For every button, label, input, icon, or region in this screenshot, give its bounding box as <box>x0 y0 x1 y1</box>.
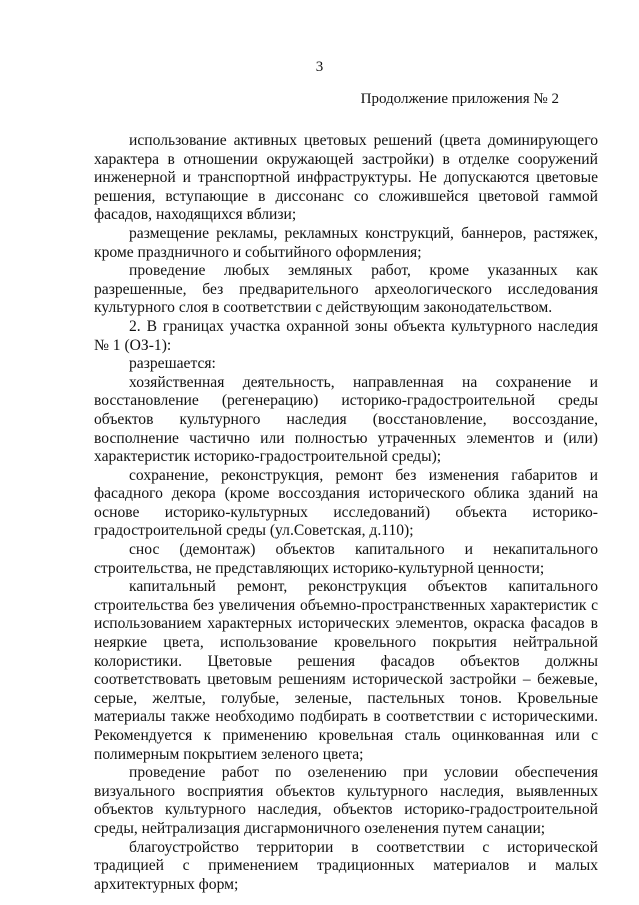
appendix-continuation-header: Продолжение приложения № 2 <box>360 91 559 107</box>
page-number: 3 <box>315 59 324 75</box>
paragraph-earthworks: проведение любых земляных работ, кроме указанных как разрешенные, без предварительного археологического исследования культурного слоя в соответствии с действующим законодательством. <box>94 262 598 317</box>
paragraph-territory-improvement: благоустройство территории в соответствии с исторической традицией с применением традиционных материалов и малых архитектурных форм; <box>94 838 598 893</box>
paragraph-economic-activity: хозяйственная деятельность, направленная на сохранение и восстановление (регенерацию) историко-градостроительной среды объектов культурного наследия (восстановление, воссоздание, восполнение частично или полностью утраченных элементов и (или) характеристик историко-градостроительной среды); <box>94 373 598 466</box>
body-text <box>94 132 598 894</box>
paragraph-active-color-solutions: использование активных цветовых решений (цвета доминирующего характера в отношении окружающей застройки) в отделке сооружений инженерной и транспортной инфраструктуры. Не допускаются цветовые решения, вступающие в диссонанс со сложившейся цветовой гаммой фасадов, находящихся вблизи; <box>94 132 598 224</box>
paragraph-permitted-label: разрешается: <box>129 355 216 373</box>
paragraph-landscaping: проведение работ по озеленению при условии обеспечения визуального восприятия объектов культурного наследия, выявленных объектов культурного наследия, объектов историко-градостроительной среды, нейтрализация дисгармоничного озеленения путем санации; <box>94 764 598 837</box>
paragraph-capital-repair: капитальный ремонт, реконструкция объектов капитального строительства без увеличения объемно-пространственных характеристик с использованием характерных исторических элементов, окраска фасадов в неяркие цвета, использование кровельного покрытия нейтральной колористики. Цветовые решения фасадов объектов должны соответствовать цветовым решениям исторической застройки – бежевые, серые, желтые, голубые, зеленые, пастельных тонов. Кровельные материалы также необходимо подбирать в соответствии с историческими. Рекомендуется к применению кровельная сталь оцинкованная или с полимерным покрытием зеленого цвета; <box>94 578 598 763</box>
paragraph-section-2-heading: 2. В границах участка охранной зоны объекта культурного наследия № 1 (ОЗ-1): <box>94 317 598 354</box>
paragraph-advertising: размещение рекламы, рекламных конструкций, баннеров, растяжек, кроме праздничного и событийного оформления; <box>94 224 598 261</box>
paragraph-demolition: снос (демонтаж) объектов капитального и некапитального строительства, не представляющих историко-культурной ценности; <box>94 541 598 577</box>
paragraph-preservation-reconstruction: сохранение, реконструкция, ремонт без изменения габаритов и фасадного декора (кроме воссоздания исторического облика зданий на основе историко-культурных исследований) объекта историко-градостроительной среды (ул.Советская, д.110); <box>94 466 598 540</box>
